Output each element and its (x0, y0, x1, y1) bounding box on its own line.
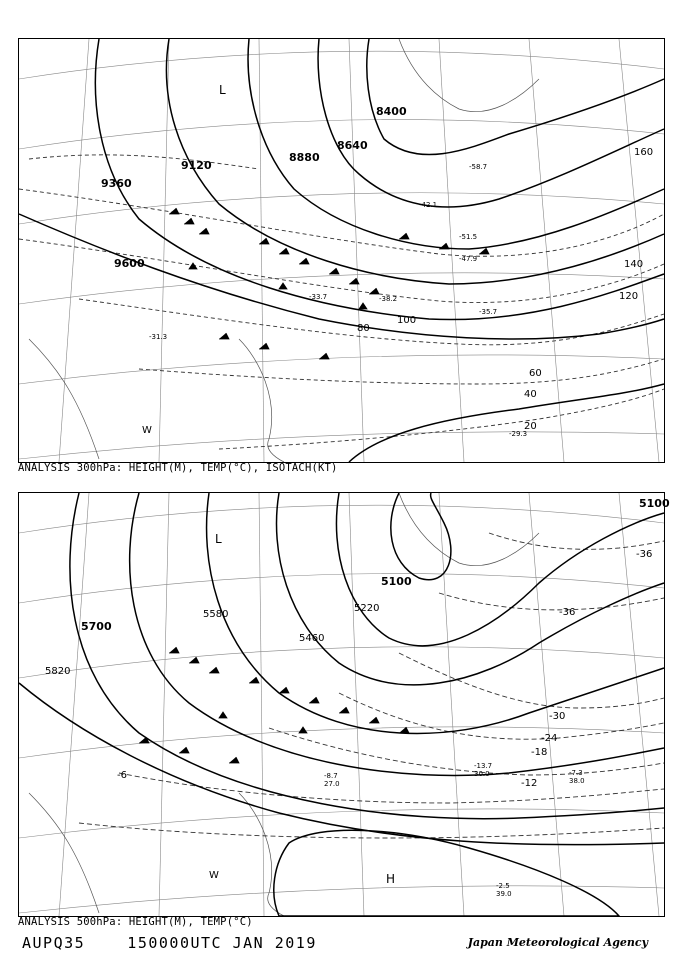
temp-value: -51.5 (459, 233, 478, 241)
map-300hpa (18, 38, 665, 463)
height-label: 8880 (289, 151, 320, 164)
coastline (29, 493, 539, 916)
isotach-label: 40 (524, 389, 537, 400)
chart-code-and-time: AUPQ35 150000UTC JAN 2019 (22, 934, 317, 952)
temp-value: -42.1 (419, 201, 438, 209)
temp-labels (149, 163, 527, 438)
isotherm-label: -30 (549, 711, 566, 722)
temp-value: -47.9 (459, 255, 478, 263)
isotach-label: 80 (357, 323, 370, 334)
isotach-label: 160 (634, 147, 654, 158)
map-500hpa-canvas (19, 493, 670, 916)
high-pressure-symbol: H (386, 872, 396, 886)
temp-value: -38.2 (379, 295, 398, 303)
station-value: 30.0 (474, 770, 490, 778)
isotherm-label: -24 (541, 733, 558, 744)
isotach-lines (19, 155, 664, 449)
height-label: 5580 (203, 609, 229, 620)
temp-value: -58.7 (469, 163, 488, 171)
wind-barbs (139, 647, 409, 763)
height-label: 9360 (101, 177, 132, 190)
station-value: -8.7 (324, 772, 338, 780)
isotach-label: 20 (524, 421, 537, 432)
station-value: -2.5 (496, 882, 510, 890)
caption-500hpa: ANALYSIS 500hPa: HEIGHT(M), TEMP(°C) (18, 916, 253, 928)
station-value: 38.0 (569, 777, 585, 785)
isotach-label: 60 (529, 368, 542, 379)
map-500hpa (18, 492, 670, 917)
isotherm-label: -36 (559, 607, 576, 618)
height-label: 5700 (81, 620, 112, 633)
height-label: 9600 (114, 257, 145, 270)
isotherm-label: -12 (521, 778, 538, 789)
agency-credit: Japan Meteorological Agency (467, 936, 648, 949)
isotach-label: 100 (397, 315, 417, 326)
station-value: -13.7 (474, 762, 493, 770)
wind-max-symbol: W (209, 870, 219, 881)
isotherm-label: -18 (531, 747, 548, 758)
grid-lines (19, 39, 664, 462)
low-pressure-symbol: L (215, 532, 222, 546)
isotach-label: 120 (619, 291, 639, 302)
temp-value: -29.3 (509, 430, 528, 438)
height-label: 8640 (337, 139, 368, 152)
height-label: 5220 (354, 603, 380, 614)
height-labels (101, 105, 407, 270)
station-value: 39.0 (496, 890, 512, 898)
height-label: 9120 (181, 159, 212, 172)
height-label: 5820 (45, 666, 71, 677)
isotach-labels (357, 147, 653, 432)
map-300hpa-canvas (19, 39, 664, 462)
caption-300hpa: ANALYSIS 300hPa: HEIGHT(M), TEMP(°C), ISOTACH(KT) (18, 462, 338, 474)
isotherm-label: -6 (117, 770, 127, 781)
low-pressure-symbol: L (219, 83, 226, 97)
station-value: -7.3 (569, 769, 583, 777)
wind-max-symbol: W (142, 425, 152, 436)
temp-value: -33.7 (309, 293, 328, 301)
grid-lines (19, 493, 664, 916)
isotach-label: 140 (624, 259, 644, 270)
height-label: 8400 (376, 105, 407, 118)
height-label: 5100 (381, 575, 412, 588)
height-label: 5100 (639, 497, 670, 510)
height-contours (19, 39, 664, 462)
isotherm-label: -36 (636, 549, 653, 560)
station-value: 27.0 (324, 780, 340, 788)
height-contours (19, 493, 664, 916)
temp-value: -35.7 (479, 308, 498, 316)
height-label: 5460 (299, 633, 325, 644)
temp-value: -31.3 (149, 333, 168, 341)
